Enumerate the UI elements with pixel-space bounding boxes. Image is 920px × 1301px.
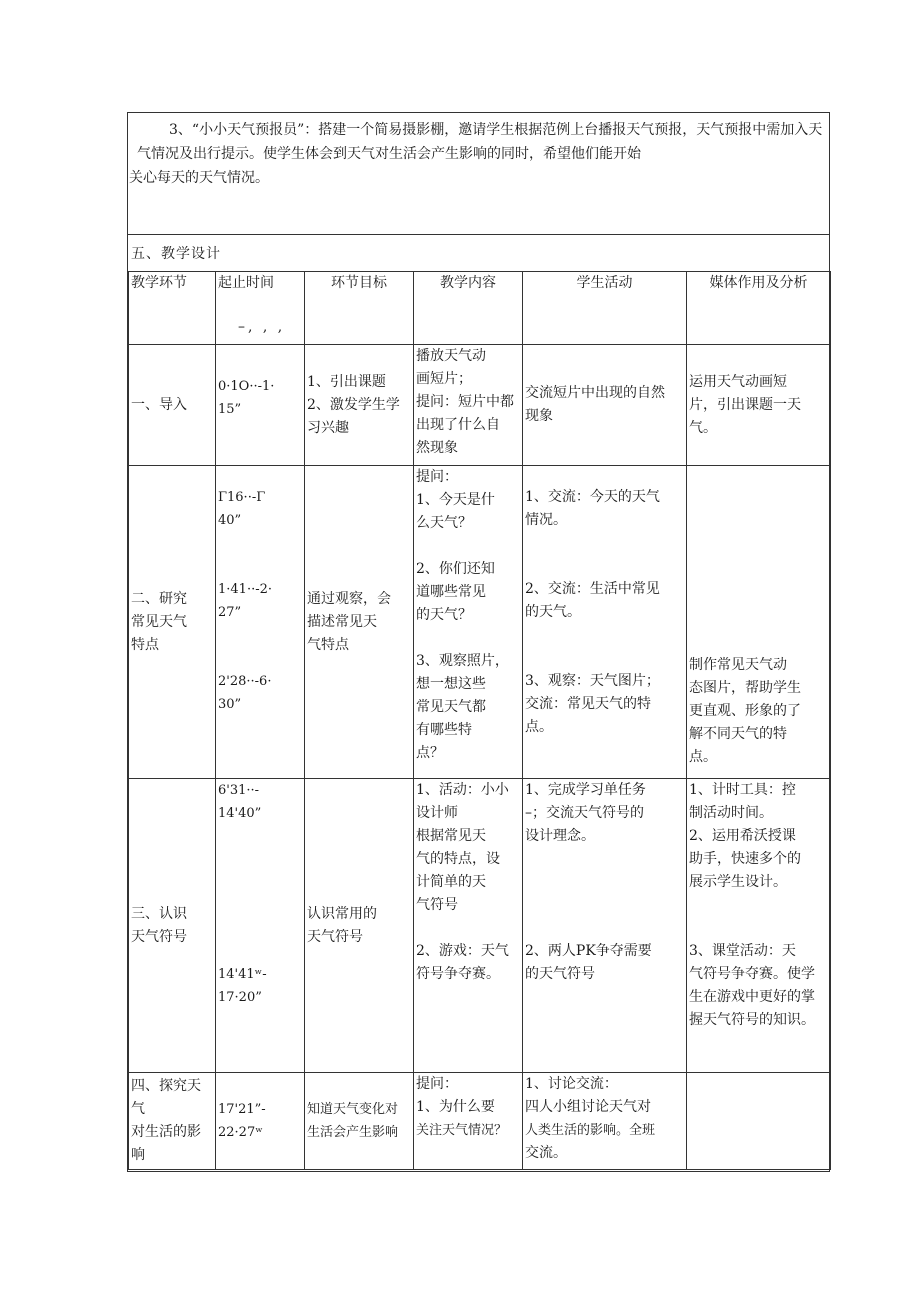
stage-cell — [129, 345, 216, 466]
activity-line: 交流：常见天气的特 — [525, 696, 651, 712]
content-line: 1、活动：小小 — [416, 782, 509, 798]
activity-line: 的天气符号 — [525, 966, 595, 982]
stage-label: 常见天气 — [131, 613, 187, 630]
goal-cell — [305, 779, 414, 1073]
table-row — [129, 466, 831, 779]
time-cell — [216, 466, 305, 779]
goal-line: 认识常用的 — [307, 905, 377, 922]
activity-line: 1、完成学习单任务 — [525, 782, 646, 798]
goal-line: 2、激发学生学 — [307, 396, 400, 413]
divider — [128, 234, 830, 235]
goal-cell — [305, 345, 414, 466]
stage-label: 一、导入 — [131, 396, 187, 413]
goal-line: 气特点 — [307, 636, 349, 653]
activity-line: 2、两人PK争夺需要 — [525, 943, 652, 959]
time-text: 22·27ʷ — [218, 1125, 263, 1140]
content-line: 2、你们还知 — [416, 561, 495, 577]
stage-label: 对生活的影 — [131, 1124, 201, 1140]
time-text: 1·41··-2· — [218, 582, 273, 597]
header-media: 媒体作用及分析 — [687, 272, 831, 345]
table-row — [129, 345, 831, 466]
media-line: 点。 — [689, 749, 717, 765]
stage-label: 特点 — [131, 636, 159, 653]
time-cell — [216, 345, 305, 466]
media-line: 3、课堂活动：天 — [689, 943, 796, 959]
content-line: 提问： — [416, 1076, 458, 1092]
time-text: 30” — [218, 697, 242, 712]
content-cell — [414, 1073, 523, 1170]
activity-line: 1、讨论交流： — [525, 1076, 618, 1092]
content-line: 点？ — [416, 745, 444, 761]
content-line: 2、游戏：天气 — [416, 943, 509, 959]
header-time — [216, 272, 305, 345]
stage-label: 响 — [131, 1147, 145, 1163]
time-cell — [216, 1073, 305, 1170]
media-line: 展示学生设计。 — [689, 874, 787, 890]
intro-paragraph — [129, 112, 829, 234]
goal-line: 描述常见天 — [307, 613, 377, 630]
media-cell — [687, 779, 831, 1073]
stage-label: 二、研究 — [131, 590, 187, 607]
activity-line: 交流。 — [525, 1145, 567, 1161]
goal-line: 习兴趣 — [307, 419, 349, 436]
intro-line-2: 关心每天的天气情况。 — [129, 170, 269, 186]
activity-cell — [523, 779, 687, 1073]
stage-cell — [129, 779, 216, 1073]
content-line: 气符号 — [416, 897, 458, 913]
media-line: 气。 — [689, 419, 717, 436]
activity-line: –；交流天气符号的 — [525, 805, 644, 821]
content-line: 3、观察照片， — [416, 653, 509, 669]
time-text: 2'28··-6· — [218, 674, 272, 689]
time-text: 15” — [218, 402, 242, 417]
content-line: 提问：短片中都 — [416, 394, 514, 410]
header-goal: 环节目标 — [305, 272, 414, 345]
activity-line: 现象 — [525, 408, 553, 424]
goal-line: 天气符号 — [307, 928, 363, 945]
activity-line: 情况。 — [525, 512, 567, 528]
time-cell — [216, 779, 305, 1073]
activity-line: 交流短片中出现的自然 — [525, 385, 665, 401]
media-line: 1、计时工具：控 — [689, 782, 796, 798]
time-text: 40” — [218, 513, 242, 528]
media-line: 气符号争夺赛。使学 — [689, 966, 815, 982]
activity-cell — [523, 345, 687, 466]
time-text: 17'21”- — [218, 1102, 266, 1117]
activity-line: 1、交流：今天的天气 — [525, 489, 660, 505]
goal-line: 生活会产生影响 — [307, 1125, 399, 1140]
table-header-row — [129, 272, 831, 345]
content-cell — [414, 779, 523, 1073]
media-line: 态图片，帮助学生 — [689, 680, 801, 696]
intro-line-1: 3、“小小天气预报员”：搭建一个简易摄影棚，邀请学生根据范例上台播报天气预报，天气预报中需加入天气情况及出行提示。使学生体会到天气对生活会产生影响的同时，希望他们能开始 — [137, 122, 823, 162]
time-text: Γ16··-Γ — [218, 490, 266, 505]
table-row — [129, 1073, 831, 1170]
media-line: 制活动时间。 — [689, 805, 773, 821]
activity-line: 设计理念。 — [525, 828, 595, 844]
content-line: 然现象 — [416, 440, 458, 456]
content-cell — [414, 345, 523, 466]
section-title: 五、教学设计 — [131, 246, 221, 262]
goal-line: 1、引出课题 — [307, 373, 386, 390]
content-line: 画短片； — [416, 371, 472, 387]
goal-cell — [305, 1073, 414, 1170]
header-time-label: 起止时间 — [218, 275, 274, 291]
activity-line: 3、观察：天气图片； — [525, 673, 660, 689]
stage-label: 四、探究天气 — [131, 1078, 201, 1117]
time-text: 14'40” — [218, 806, 262, 821]
content-line: 1、今天是什 — [416, 492, 495, 508]
content-line: 根据常见天 — [416, 828, 486, 844]
content-line: 设计师 — [416, 805, 458, 821]
content-line: 么天气？ — [416, 515, 472, 531]
content-line: 气的特点，设 — [416, 851, 500, 867]
media-cell — [687, 1073, 831, 1170]
media-line: 助手，快速多个的 — [689, 851, 801, 867]
header-activity: 学生活动 — [523, 272, 687, 345]
media-line: 生在游戏中更好的掌 — [689, 989, 815, 1005]
stage-cell — [129, 1073, 216, 1170]
content-line: 关注天气情况？ — [416, 1123, 508, 1138]
content-line: 常见天气都 — [416, 699, 486, 715]
activity-cell — [523, 1073, 687, 1170]
goal-line: 知道天气变化对 — [307, 1102, 399, 1117]
stage-label: 天气符号 — [131, 928, 187, 945]
activity-line: 2、交流：生活中常见 — [525, 581, 660, 597]
content-line: 道哪些常见 — [416, 584, 486, 600]
time-text: 17·20” — [218, 990, 262, 1005]
activity-line: 四人小组讨论天气对 — [525, 1099, 651, 1115]
content-line: 提问： — [416, 469, 458, 485]
activity-line: 点。 — [525, 719, 553, 735]
content-line: 有哪些特 — [416, 722, 472, 738]
lesson-plan-table — [128, 271, 831, 1170]
media-line: 2、运用希沃授课 — [689, 828, 796, 844]
media-cell — [687, 345, 831, 466]
goal-line: 通过观察，会 — [307, 590, 391, 607]
media-cell — [687, 466, 831, 779]
header-stage: 教学环节 — [129, 272, 216, 345]
stage-cell — [129, 466, 216, 779]
content-line: 想一想这些 — [416, 676, 486, 692]
media-line: 握天气符号的知识。 — [689, 1012, 815, 1028]
content-line: 计简单的天 — [416, 874, 486, 890]
header-time-marks: –, , , — [238, 319, 286, 335]
content-cell — [414, 466, 523, 779]
media-line: 解不同天气的特 — [689, 726, 787, 742]
media-line: 制作常见天气动 — [689, 657, 787, 673]
activity-cell — [523, 466, 687, 779]
stage-label: 三、认识 — [131, 905, 187, 922]
content-line: 的天气？ — [416, 607, 472, 623]
media-line: 更直观、形象的了 — [689, 703, 801, 719]
goal-cell — [305, 466, 414, 779]
time-text: 27” — [218, 605, 242, 620]
content-line: 符号争夺赛。 — [416, 966, 500, 982]
header-content: 教学内容 — [414, 272, 523, 345]
activity-line: 人类生活的影响。全班 — [525, 1123, 656, 1138]
content-line: 出现了什么自 — [416, 417, 500, 433]
content-line: 播放天气动 — [416, 348, 486, 364]
time-text: 6'31··- — [218, 783, 260, 798]
media-line: 片，引出课题一天 — [689, 396, 801, 413]
time-text: 14'41ʷ- — [218, 967, 267, 982]
content-line: 1、为什么要 — [416, 1099, 495, 1115]
table-row — [129, 779, 831, 1073]
time-text: 0·1O··-1· — [218, 379, 275, 394]
media-line: 运用天气动画短 — [689, 373, 787, 390]
activity-line: 的天气。 — [525, 604, 581, 620]
